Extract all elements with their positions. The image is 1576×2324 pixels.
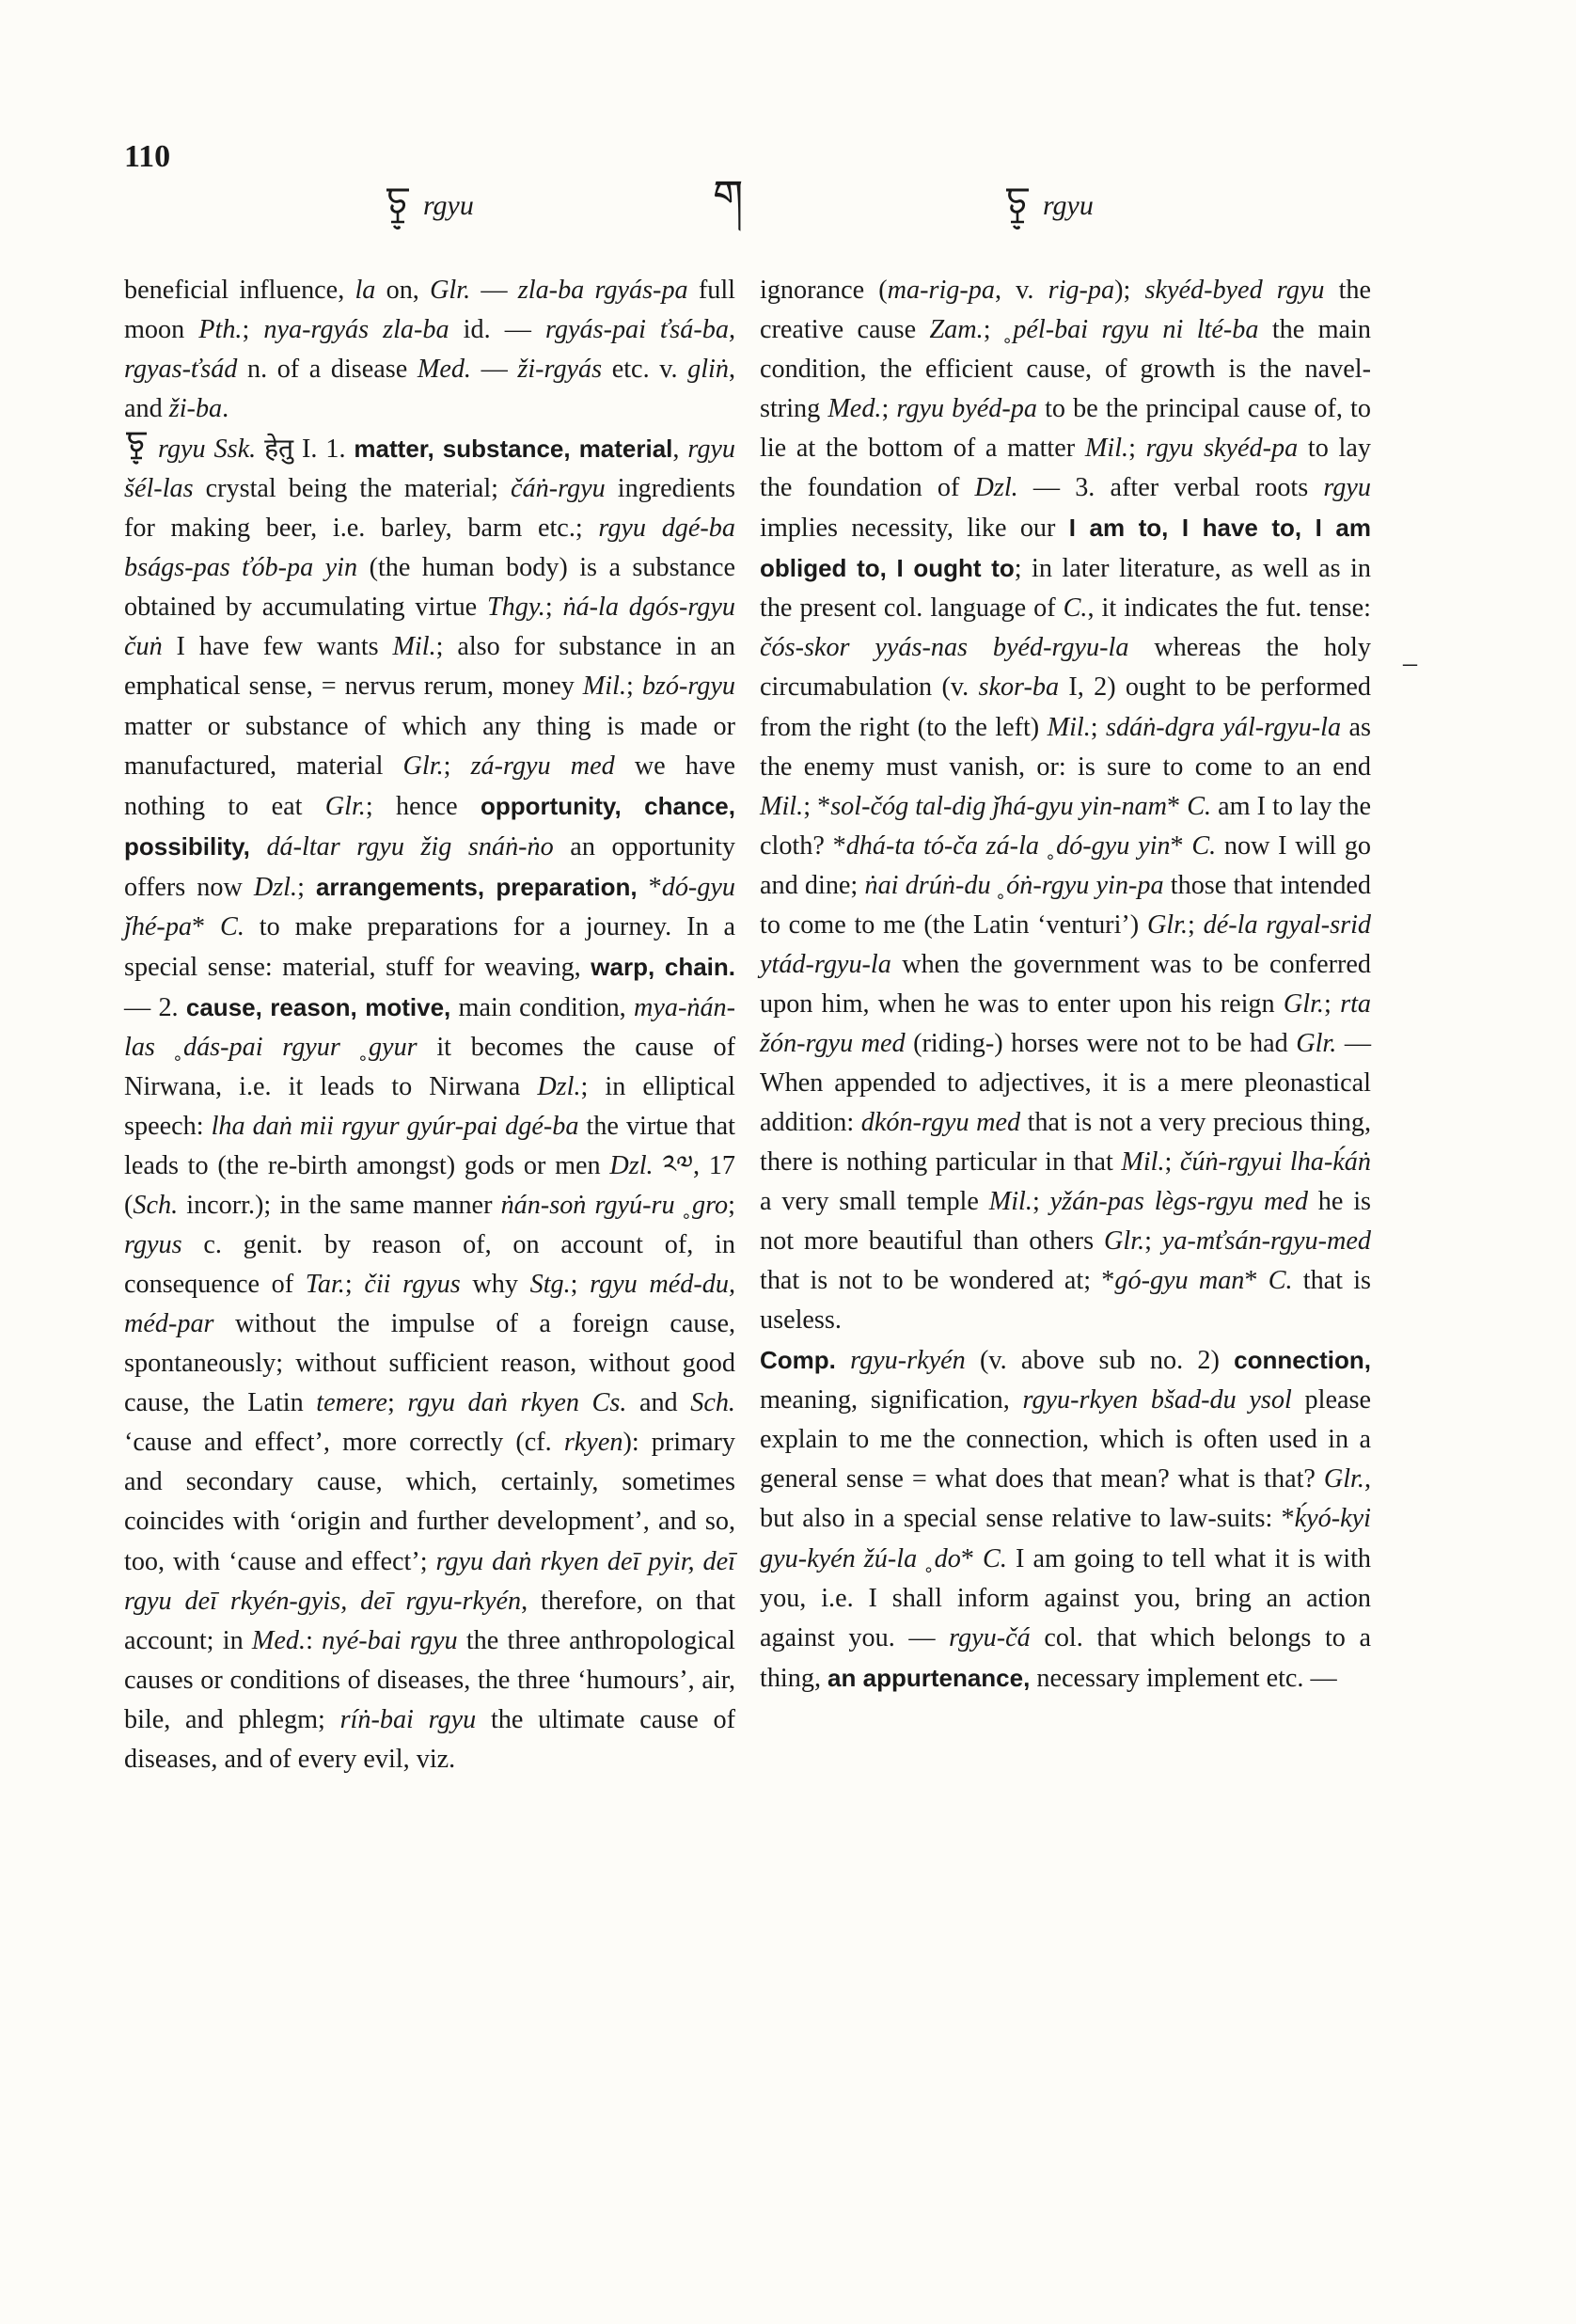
running-head-left bbox=[384, 184, 474, 233]
running-head-word: rgyu bbox=[423, 190, 474, 221]
running-head-right bbox=[1003, 184, 1094, 233]
rgyu-tibetan-glyph-icon bbox=[1003, 184, 1032, 233]
entry-continuation: ignorance (ma-rig-pa, v. rig-pa); skyéd-byed rgyu the creative cause Zam.; ˳pél-bai rgyu ni lté-ba the main condition, the efficient cause, of growth is the navel-string Med.; rgyu byéd-pa to be the principal cause of, to lie at the bottom of a matter Mil.; rgyu skyéd-pa to lay the foundation of Dzl. — 3. after verbal roots rgyu implies necessity, like our I am to, I have to, I am obliged to, I ought to; in later literature, as well as in the present col. language of C., it indicates the fut. tense: čós-skor yyás-nas byéd-rgyu-la whereas the holy circumabulation (v. skor-ba I, 2) ought to be performed from the right (to the left) Mil.; sdáṅ-dgra yál-rgyu-la as the enemy must vanish, or: is sure to come to an end Mil.; *sol-čóg tal-dig ǰhá-gyu yin-nam* C. am I to lay the cloth? *dhá-ta tó-ča zá-la ˳dó-gyu yin* C. now I will go and dine; ṅai drúṅ-du ˳óṅ-rgyu yin-pa those that intended to come to me (the Latin ‘venturi’) Glr.; dé-la rgyal-srid ytád-rgyu-la when the government was to be conferred upon him, when he was to enter upon his reign Glr.; rta žón-rgyu med (riding-) horses were not to be had Glr. — When appended to adjectives, it is a mere pleonastical addition: dkón-rgyu med that is not a very precious thing, there is nothing particular in that Mil.; čúṅ-rgyui lha-ḱáṅ a very small temple Mil.; yžán-pas lègs-rgyu med he is not more beautiful than others Glr.; ya-mťsán-rgyu-med that is not to be wondered at; *gó-gyu man* C. that is useless. bbox=[760, 276, 1372, 1336]
section-letter: ག bbox=[713, 172, 744, 220]
rgyu-tibetan-glyph-icon bbox=[384, 184, 412, 233]
running-head-word: rgyu bbox=[1043, 190, 1094, 221]
entry-rgyu bbox=[124, 429, 735, 1779]
entry-continuation: beneficial influence, la on, Glr. — zla-ba rgyás-pa full moon Pth.; nya-rgyás zla-ba id. — rgyás-pai ťsá-ba, rgyas-ťsád n. of a disease Med. — ži-rgyás etc. v. gliṅ, and ži-ba. bbox=[124, 276, 735, 424]
entry-body: rgyu Ssk. हेतु I. 1. matter, substance, material, rgyu šél-las crystal being the material; čáṅ-rgyu ingredients for making beer, i.e. barley, barm etc.; rgyu dgé-ba bságs-pas ťób-pa yin (the human body) is a substance obtained by accumulating virtue Thgy.; ṅá-la dgós-rgyu čuṅ I have few wants Mil.; also for substance in an emphatical sense, = nervus rerum, money Mil.; bzó-rgyu matter or substance of which any thing is made or manufactured, material Glr.; zá-rgyu med we have nothing to eat Glr.; hence opportunity, chance, possibility, dá-ltar rgyu žig snáṅ-ṅo an opportunity offers now Dzl.; arrangements, preparation, *dó-gyu ǰhé-pa* C. to make preparations for a journey. In a special sense: material, stuff for weaving, warp, chain. — 2. cause, reason, motive, main condition, mya-ṅán-las ˳dás-pai rgyur ˳gyur it becomes the cause of Nirwana, i.e. it leads to Nirwana Dzl.; in elliptical speech: lha daṅ mii rgyur gyúr-pai dgé-ba the virtue that leads to (the re-birth amongst) gods or men Dzl. ༢༧, 17 (Sch. incorr.); in the same manner ṅán-soṅ rgyú-ru ˳gro; rgyus c. genit. by reason of, on account of, in consequence of Tar.; čii rgyus why Stg.; rgyu méd-du, méd-par without the impulse of a foreign cause, spontaneously; without sufficient reason, without good cause, the Latin temere; rgyu daṅ rkyen Cs. and Sch. ‘cause and effect’, more correctly (cf. rkyen): primary and secondary cause, which, certainly, sometimes coincides with ‘origin and further development’, and so, too, with ‘cause and effect’; rgyu daṅ rkyen deī pyir, deī rgyu deī rkyén-gyis, deī rgyu-rkyén, therefore, on that account; in Med.: nyé-bai rgyu the three anthropological causes or conditions of diseases, the three ‘humours’, air, bile, and phlegm; ríṅ-bai rgyu the ultimate cause of diseases, and of every evil, viz. bbox=[124, 435, 736, 1774]
rgyu-entry-glyph-icon bbox=[124, 429, 149, 466]
margin-mark: – bbox=[1403, 647, 1417, 678]
left-column bbox=[124, 271, 735, 1779]
page-number: 110 bbox=[124, 139, 171, 174]
right-column bbox=[760, 271, 1371, 1699]
compounds-paragraph: Comp. rgyu-rkyén (v. above sub no. 2) connection, meaning, signification, rgyu-rkyen bšad-du ysol please explain to me the connection, which is often used in a general sense = what does that mean? what is that? Glr., but also in a special sense relative to law-suits: *ḱyó-kyi gyu-kyén žú-la ˳do* C. I am going to tell what it is with you, i.e. I shall inform against you, bring an action against you. — rgyu-čá col. that which belongs to a thing, an appurtenance, necessary implement etc. — bbox=[760, 1346, 1372, 1693]
